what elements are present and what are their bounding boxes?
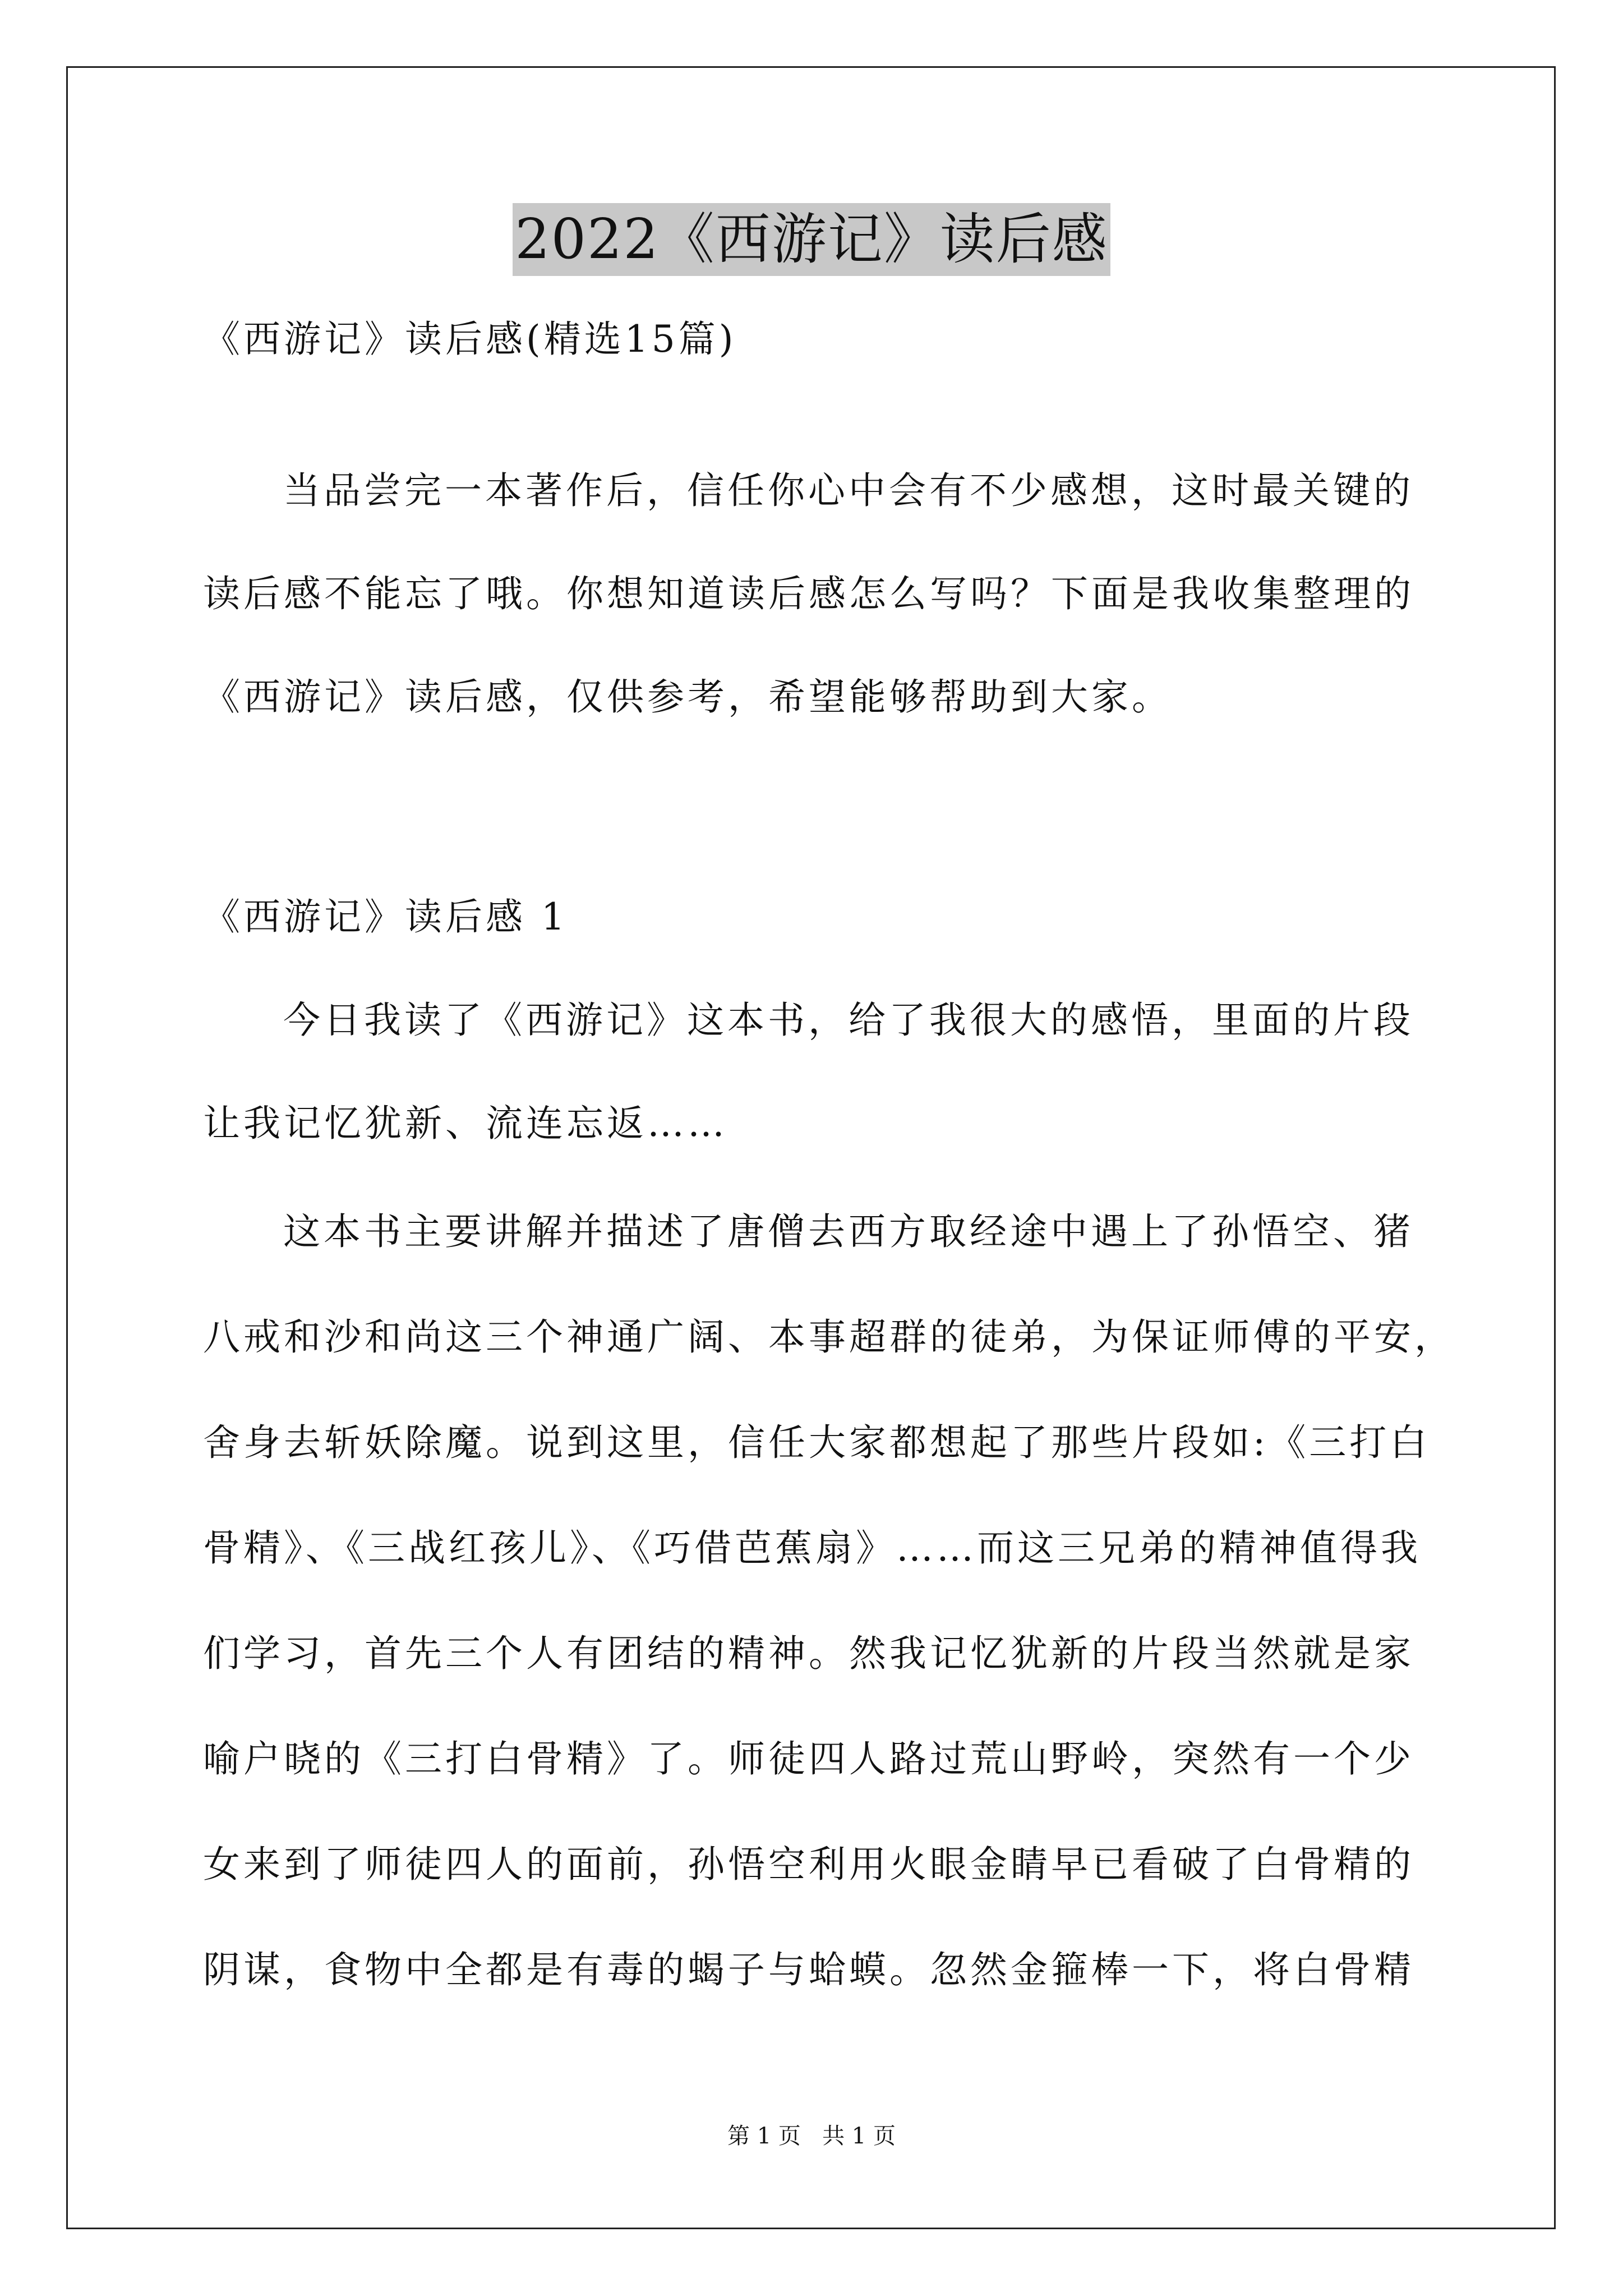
paragraph-line: 舍身去斩妖除魔。说到这里，信任大家都想起了那些片段如:《三打白 (203, 1421, 1431, 1464)
paragraph-line: 今日我读了《西游记》这本书，给了我很大的感悟，里面的片段 (283, 999, 1414, 1042)
paragraph-line: 这本书主要讲解并描述了唐僧去西方取经途中遇上了孙悟空、猪 (283, 1210, 1414, 1253)
paragraph-line: 喻户晓的《三打白骨精》了。师徒四人路过荒山野岭，突然有一个少 (203, 1737, 1414, 1780)
paragraph-line: 阴谋，食物中全都是有毒的蝎子与蛤蟆。忽然金箍棒一下，将白骨精 (203, 1948, 1414, 1991)
document-subtitle: 《西游记》读后感(精选15篇) (203, 318, 737, 361)
paragraph-line: 骨精》、《三战红孩儿》、《巧借芭蕉扇》……而这三兄弟的精神值得我 (203, 1526, 1421, 1570)
intro-line: 《西游记》读后感，仅供参考，希望能够帮助到大家。 (203, 675, 1172, 719)
document-title: 2022《西游记》读后感 (513, 203, 1110, 276)
paragraph-line: 让我记忆犹新、流连忘返…… (203, 1102, 728, 1145)
paragraph-line: 们学习，首先三个人有团结的精神。然我记忆犹新的片段当然就是家 (203, 1632, 1414, 1675)
section-heading: 《西游记》读后感 1 (203, 895, 568, 938)
page-footer: 第 1 页 共 1 页 (727, 2123, 896, 2149)
title-container (0, 203, 1623, 276)
intro-line: 当品尝完一本著作后，信任你心中会有不少感想，这时最关键的 (283, 469, 1414, 512)
intro-line: 读后感不能忘了哦。你想知道读后感怎么写吗？下面是我收集整理的 (203, 572, 1414, 615)
paragraph-line: 八戒和沙和尚这三个神通广阔、本事超群的徒弟，为保证师傅的平安， (203, 1315, 1455, 1359)
paragraph-line: 女来到了师徒四人的面前，孙悟空利用火眼金睛早已看破了白骨精的 (203, 1843, 1414, 1886)
